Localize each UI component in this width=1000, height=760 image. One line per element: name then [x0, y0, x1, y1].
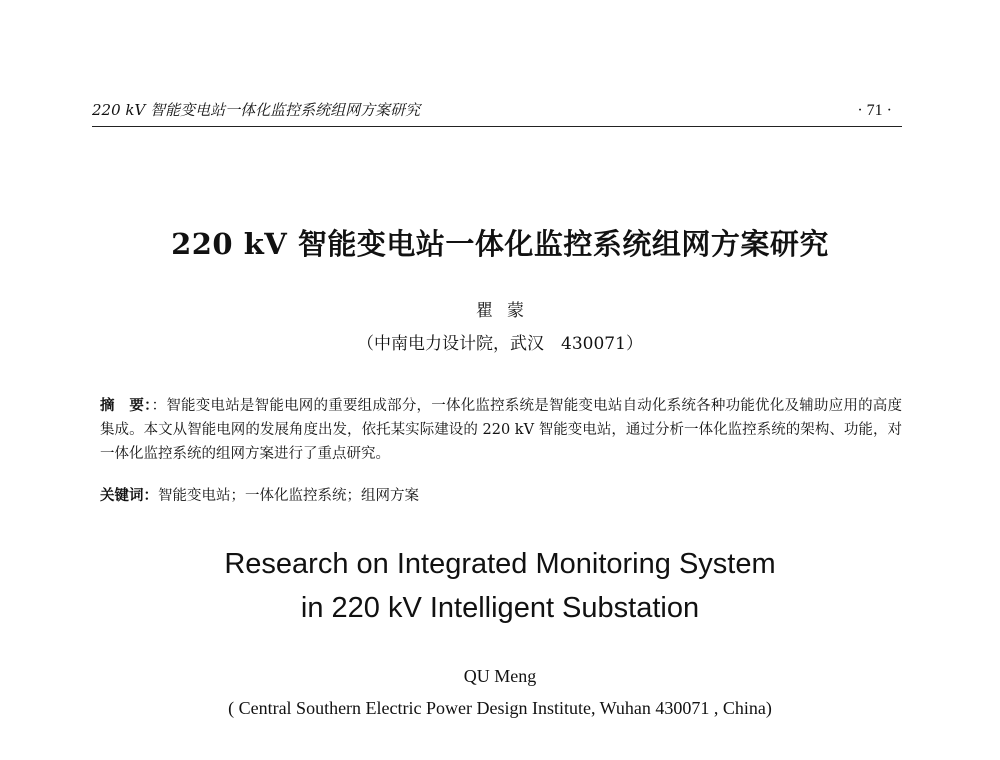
- affiliation-en: ( Central Southern Electric Power Design Institute, Wuhan 430071 , China): [228, 698, 772, 718]
- affiliation-cn: （中南电力设计院，武汉 430071）: [357, 334, 643, 354]
- author-en: QU Meng: [463, 666, 537, 686]
- article-title-cn: 220 kV 智能变电站一体化监控系统组网方案研究: [171, 227, 829, 261]
- abstract-label: 摘 要：: [100, 398, 152, 414]
- abstract-text: ：智能变电站是智能电网的重要组成部分，一体化监控系统是智能变电站自动化系统各种功能优化及辅助应用的高度集成。本文从智能电网的发展角度出发，依托某实际建设的 220 kV 智能变电站，通过分析一体化监控系统的架构、功能，对一体化监控系统的组网方案进行了重点研究。: [100, 398, 902, 462]
- keywords-text: 智能变电站；一体化监控系统；组网方案: [158, 488, 419, 504]
- keywords-label: 关键词：: [100, 488, 158, 504]
- article-title-en-line1: Research on Integrated Monitoring System: [224, 548, 776, 580]
- abstract-cn: [100, 394, 902, 466]
- running-header: [92, 96, 902, 127]
- page-number: · 71 ·: [857, 102, 892, 119]
- running-header-title: 220 kV 智能变电站一体化监控系统组网方案研究: [92, 101, 421, 119]
- article-title-en-line2: in 220 kV Intelligent Substation: [300, 592, 700, 624]
- author-cn: 瞿蒙: [476, 301, 538, 321]
- keywords-cn: [100, 484, 902, 508]
